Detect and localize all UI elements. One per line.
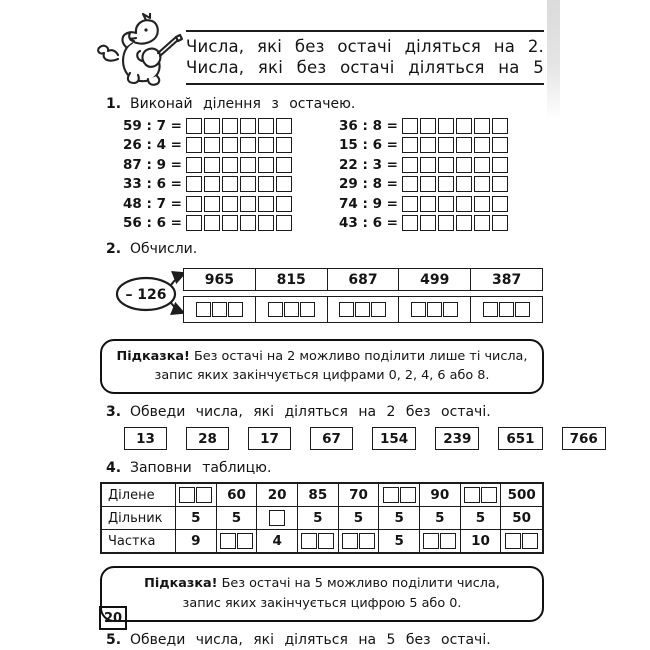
- table-value: 5: [461, 507, 502, 530]
- circle-number[interactable]: 67: [310, 427, 353, 450]
- answer-box[interactable]: [186, 215, 202, 231]
- answer-box[interactable]: [492, 196, 508, 212]
- division-expression: 43 : 6 =: [339, 215, 398, 232]
- answer-box[interactable]: [276, 176, 292, 192]
- division-problem: [334, 136, 508, 156]
- answer-boxes[interactable]: [402, 157, 508, 173]
- table-blank-cell[interactable]: [176, 484, 217, 507]
- exercise-number: 2.: [106, 241, 122, 257]
- answer-box[interactable]: [186, 176, 202, 192]
- minuend-value: 687: [328, 269, 400, 290]
- answer-box[interactable]: [438, 196, 454, 212]
- table-blank-cell[interactable]: [379, 484, 420, 507]
- subtraction-chain: [0, 263, 650, 327]
- minuend-value: 965: [184, 269, 256, 290]
- answer-box[interactable]: [276, 157, 292, 173]
- answer-box[interactable]: [276, 196, 292, 212]
- exercise-instruction: Обведи числа, які діляться на 5 без остачі.: [130, 631, 491, 648]
- scan-shadow: [547, 0, 560, 120]
- answer-boxes[interactable]: [339, 302, 386, 317]
- exercise-4: [0, 460, 650, 554]
- answer-box[interactable]: [474, 176, 490, 192]
- hint-text-line2: запис яких закінчується цифрами 0, 2, 4, 6 або 8.: [154, 368, 490, 384]
- minuend-value: 815: [256, 269, 328, 290]
- answer-box[interactable]: [228, 302, 243, 317]
- answer-box[interactable]: [456, 118, 472, 134]
- answer-boxes[interactable]: [196, 302, 243, 317]
- result-row: [183, 296, 543, 323]
- table-value: 5: [379, 530, 420, 552]
- answer-box[interactable]: [240, 118, 256, 134]
- answer-box[interactable]: [186, 157, 202, 173]
- circle-number[interactable]: 239: [435, 427, 479, 450]
- answer-box[interactable]: [420, 118, 436, 134]
- answer-box[interactable]: [258, 118, 274, 134]
- answer-box[interactable]: [492, 137, 508, 153]
- division-problem: [118, 136, 292, 156]
- answer-box[interactable]: [186, 137, 202, 153]
- answer-box[interactable]: [186, 118, 202, 134]
- division-expression: 22 : 3 =: [339, 156, 398, 173]
- result-cell: [399, 297, 471, 322]
- circle-number[interactable]: 154: [372, 427, 416, 450]
- exercise-2: [0, 241, 650, 327]
- answer-box[interactable]: [355, 302, 370, 317]
- table-value: 50: [501, 507, 542, 530]
- table-value: 5: [339, 507, 380, 530]
- answer-box[interactable]: [204, 196, 220, 212]
- row-label: Ділене: [102, 484, 176, 507]
- answer-box[interactable]: [420, 196, 436, 212]
- answer-box[interactable]: [492, 118, 508, 134]
- division-problem: [334, 116, 508, 136]
- answer-boxes[interactable]: [186, 176, 292, 192]
- minuend-row: [183, 268, 543, 291]
- hint-text-line2: запис яких закінчується цифрою 5 або 0.: [182, 595, 462, 611]
- answer-box[interactable]: [276, 215, 292, 231]
- answer-box[interactable]: [186, 196, 202, 212]
- answer-box[interactable]: [258, 176, 274, 192]
- answer-box[interactable]: [258, 196, 274, 212]
- answer-box[interactable]: [438, 176, 454, 192]
- division-column-right: [334, 116, 508, 233]
- exercise-instruction: Заповни таблицю.: [130, 460, 272, 477]
- answer-box[interactable]: [443, 302, 458, 317]
- operation-label: – 126: [125, 287, 167, 303]
- table-blank-cell[interactable]: [217, 530, 258, 552]
- division-expression: 26 : 4 =: [123, 137, 182, 154]
- table-value: 20: [257, 484, 298, 507]
- page-number: 20: [99, 606, 127, 630]
- table-value: 5: [217, 507, 258, 530]
- answer-box[interactable]: [258, 157, 274, 173]
- answer-box[interactable]: [204, 137, 220, 153]
- table-value: 5: [379, 507, 420, 530]
- division-expression: 59 : 7 =: [123, 117, 182, 134]
- answer-box[interactable]: [204, 118, 220, 134]
- division-problem: [334, 214, 508, 234]
- answer-box[interactable]: [499, 302, 514, 317]
- exercise-number: 1.: [106, 96, 122, 112]
- answer-box[interactable]: [438, 215, 454, 231]
- answer-box[interactable]: [420, 137, 436, 153]
- answer-box[interactable]: [456, 137, 472, 153]
- answer-boxes[interactable]: [186, 118, 292, 134]
- row-label: Частка: [102, 530, 176, 552]
- division-problem: [118, 214, 292, 234]
- answer-box[interactable]: [456, 215, 472, 231]
- answer-box[interactable]: [438, 118, 454, 134]
- hint-text-line1: Без остачі на 2 можливо поділити лише ті числа,: [193, 349, 528, 364]
- division-expression: 74 : 9 =: [339, 195, 398, 212]
- dragon-icon: [96, 13, 184, 93]
- answer-box[interactable]: [420, 215, 436, 231]
- division-problem: [118, 116, 292, 136]
- answer-boxes[interactable]: [483, 302, 530, 317]
- answer-boxes[interactable]: [186, 157, 292, 173]
- answer-box[interactable]: [402, 215, 418, 231]
- answer-box[interactable]: [411, 302, 426, 317]
- minuend-value: 387: [491, 271, 522, 288]
- table-blank-cell[interactable]: [461, 484, 502, 507]
- answer-box[interactable]: [474, 215, 490, 231]
- answer-box[interactable]: [402, 176, 418, 192]
- answer-boxes[interactable]: [186, 215, 292, 231]
- answer-box[interactable]: [402, 157, 418, 173]
- answer-box[interactable]: [240, 176, 256, 192]
- hint-label: Підказка!: [144, 576, 218, 592]
- answer-box[interactable]: [222, 157, 238, 173]
- answer-box[interactable]: [492, 176, 508, 192]
- title-line-2: Числа, які без остачі діляться на 5: [186, 58, 544, 77]
- table-value: 85: [298, 484, 339, 507]
- answer-box[interactable]: [212, 302, 227, 317]
- answer-box[interactable]: [402, 196, 418, 212]
- answer-box[interactable]: [402, 137, 418, 153]
- exercise-number: 4.: [106, 460, 122, 477]
- row-label: Дільник: [102, 507, 176, 530]
- division-expression: 33 : 6 =: [123, 176, 182, 193]
- table-value: 500: [501, 484, 542, 507]
- hint-box-divisible-by-5: [100, 566, 544, 621]
- answer-box[interactable]: [204, 176, 220, 192]
- answer-box[interactable]: [438, 137, 454, 153]
- result-cell: [471, 297, 542, 322]
- answer-box[interactable]: [515, 302, 530, 317]
- circle-number[interactable]: 28: [186, 427, 229, 450]
- answer-boxes[interactable]: [186, 196, 292, 212]
- exercise-instruction: Виконай ділення з остачею.: [130, 96, 356, 112]
- minuend-value: 499: [399, 269, 471, 290]
- answer-box[interactable]: [276, 118, 292, 134]
- answer-boxes[interactable]: [402, 118, 508, 134]
- answer-box[interactable]: [420, 157, 436, 173]
- division-expression: 29 : 8 =: [339, 176, 398, 193]
- circle-numbers-row: [124, 427, 650, 450]
- division-problem: [334, 194, 508, 214]
- answer-box[interactable]: [222, 215, 238, 231]
- division-expression: 56 : 6 =: [123, 215, 182, 232]
- answer-box[interactable]: [240, 157, 256, 173]
- answer-boxes[interactable]: [402, 196, 508, 212]
- circle-number[interactable]: 13: [124, 427, 167, 450]
- answer-box[interactable]: [339, 302, 354, 317]
- result-cell: [256, 297, 328, 322]
- answer-box[interactable]: [456, 176, 472, 192]
- answer-box[interactable]: [276, 137, 292, 153]
- table-blank-cell[interactable]: [420, 530, 461, 552]
- answer-box[interactable]: [222, 137, 238, 153]
- answer-box[interactable]: [204, 157, 220, 173]
- division-problem: [118, 194, 292, 214]
- circle-number[interactable]: 651: [498, 427, 542, 450]
- answer-boxes[interactable]: [402, 176, 508, 192]
- answer-box[interactable]: [483, 302, 498, 317]
- exercise-number: 5.: [106, 631, 122, 648]
- exercise-3: [0, 404, 650, 450]
- table-value: 70: [339, 484, 380, 507]
- division-expression: 15 : 6 =: [339, 137, 398, 154]
- table-value: 10: [461, 530, 502, 552]
- answer-box[interactable]: [204, 215, 220, 231]
- title-line-1: Числа, які без остачі діляться на 2.: [186, 37, 544, 56]
- table-blank-cell[interactable]: [257, 507, 298, 530]
- answer-box[interactable]: [474, 157, 490, 173]
- table-value: 5: [420, 507, 461, 530]
- answer-box[interactable]: [196, 302, 211, 317]
- answer-box[interactable]: [371, 302, 386, 317]
- answer-box[interactable]: [240, 137, 256, 153]
- division-expression: 87 : 9 =: [123, 156, 182, 173]
- result-cell: [328, 297, 400, 322]
- table-value: 4: [257, 530, 298, 552]
- answer-box[interactable]: [402, 118, 418, 134]
- division-problem: [118, 175, 292, 195]
- table-value: 9: [176, 530, 217, 552]
- answer-box[interactable]: [438, 157, 454, 173]
- answer-box[interactable]: [456, 157, 472, 173]
- result-cell: [184, 297, 256, 322]
- answer-box[interactable]: [492, 157, 508, 173]
- answer-box[interactable]: [492, 215, 508, 231]
- division-problem: [334, 155, 508, 175]
- answer-box[interactable]: [427, 302, 442, 317]
- table-value: 60: [217, 484, 258, 507]
- answer-box[interactable]: [300, 302, 315, 317]
- division-expression: 48 : 7 =: [123, 195, 182, 212]
- answer-box[interactable]: [420, 176, 436, 192]
- division-expression: 36 : 8 =: [339, 117, 398, 134]
- division-table: [100, 482, 544, 554]
- page-title: [186, 30, 544, 85]
- answer-box[interactable]: [284, 302, 299, 317]
- answer-boxes[interactable]: [402, 215, 508, 231]
- exercise-instruction: Обведи числа, які діляться на 2 без остачі.: [130, 404, 491, 421]
- circle-number[interactable]: 766: [562, 427, 606, 450]
- answer-boxes[interactable]: [411, 302, 458, 317]
- table-value: 5: [176, 507, 217, 530]
- hint-text-line1: Без остачі на 5 можливо поділити числа,: [221, 576, 500, 592]
- answer-box[interactable]: [222, 196, 238, 212]
- answer-box[interactable]: [240, 215, 256, 231]
- answer-box[interactable]: [222, 176, 238, 192]
- table-blank-cell[interactable]: [501, 530, 542, 552]
- exercise-instruction: Обчисли.: [130, 241, 198, 257]
- answer-box[interactable]: [240, 196, 256, 212]
- hint-box-divisible-by-2: [100, 339, 544, 394]
- answer-box[interactable]: [474, 196, 490, 212]
- division-problem: [118, 155, 292, 175]
- exercise-number: 3.: [106, 404, 122, 421]
- table-blank-cell[interactable]: [339, 530, 380, 552]
- division-problem: [334, 175, 508, 195]
- answer-box[interactable]: [474, 137, 490, 153]
- table-value: 90: [420, 484, 461, 507]
- hint-label: Підказка!: [116, 349, 190, 364]
- answer-boxes[interactable]: [186, 137, 292, 153]
- answer-box[interactable]: [268, 302, 283, 317]
- answer-boxes[interactable]: [268, 302, 315, 317]
- circle-number[interactable]: 17: [248, 427, 291, 450]
- operation-bubble: [102, 265, 188, 327]
- table-value: 5: [298, 507, 339, 530]
- division-column-left: [118, 116, 292, 233]
- answer-box[interactable]: [258, 137, 274, 153]
- table-blank-cell[interactable]: [298, 530, 339, 552]
- exercise-5: [0, 632, 650, 650]
- answer-box[interactable]: [456, 196, 472, 212]
- answer-box[interactable]: [222, 118, 238, 134]
- answer-box[interactable]: [258, 215, 274, 231]
- answer-boxes[interactable]: [402, 137, 508, 153]
- answer-box[interactable]: [474, 118, 490, 134]
